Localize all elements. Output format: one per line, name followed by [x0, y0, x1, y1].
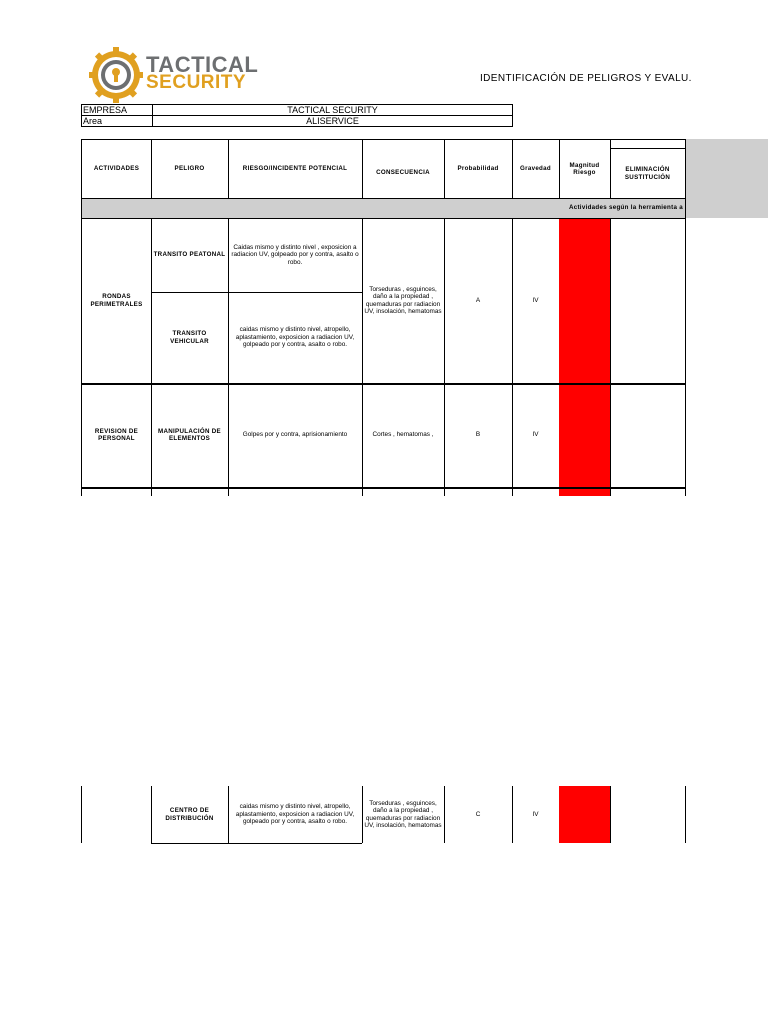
hazard-transito-vehicular: TRANSITO VEHICULAR [170, 330, 209, 345]
company-row [82, 105, 513, 116]
logo-text-security: SECURITY [146, 72, 247, 93]
grid-line [228, 139, 229, 198]
grid-line [151, 843, 362, 844]
grid-line [444, 139, 445, 198]
grid-line [81, 218, 685, 219]
area-value: ALISERVICE [153, 116, 513, 127]
keyhole-gear-icon [88, 46, 144, 104]
grid-line [81, 383, 685, 385]
probability-value: B [475, 431, 481, 439]
grid-line [151, 218, 152, 496]
grid-line [228, 786, 229, 843]
grid-line [362, 786, 363, 843]
grid-line [512, 218, 513, 496]
grid-line [362, 139, 363, 198]
hazard-manipulacion: MANIPULACIÓN DE ELEMENTOS [158, 427, 221, 442]
grid-line [610, 148, 685, 149]
overflow-header-band [685, 139, 768, 218]
grid-line [151, 292, 362, 293]
risk-magnitude-cell [559, 383, 610, 487]
consequence-text: Torseduras , esguinces, daño a la propiedad , quemaduras por radiacion UV, insolación, hematomas [364, 799, 442, 829]
risk-magnitude-cell [559, 218, 610, 383]
grid-line [228, 218, 229, 496]
grid-line [610, 218, 611, 496]
severity-value: IV [532, 296, 539, 304]
subheader-text: Actividades según la herramienta a [568, 204, 683, 212]
risk-magnitude-cell [559, 786, 610, 843]
grid-line [362, 218, 363, 496]
area-label: Area [82, 116, 153, 127]
severity-value: IV [532, 810, 539, 818]
grid-line [610, 786, 611, 843]
grid-line [559, 139, 560, 198]
probability-value: C [475, 810, 481, 818]
grid-line [444, 218, 445, 496]
header-peligro: PELIGRO [174, 165, 205, 173]
header-gravedad: Gravedad [520, 165, 551, 173]
grid-line [444, 786, 445, 843]
hazard-transito-peatonal: TRANSITO PEATONAL [153, 251, 226, 259]
header-magnitud: Magnitud Riesgo [569, 161, 600, 176]
header-probabilidad: Probabilidad [457, 165, 499, 173]
logo-text-tactical: TACTICAL [146, 52, 259, 77]
grid-line [81, 198, 685, 199]
tactical-security-logo [88, 46, 258, 104]
grid-line [512, 139, 513, 198]
risk-text: Golpes por y contra, aprisionamiento [242, 431, 348, 439]
grid-line [685, 786, 686, 843]
document-title: IDENTIFICACIÓN DE PELIGROS Y EVALU. [480, 73, 692, 84]
grid-line [685, 139, 686, 496]
risk-text: caidas mismo y distinto nivel, atropello, aplastamiento, exposicion a radiacion UV, golpeado por y contra, asalto o robo. [235, 803, 355, 826]
risk-text: caidas mismo y distinto nivel, atropello, aplastamiento, exposicion a radiacion UV, golpeado por y contra, asalto o robo. [235, 326, 355, 349]
severity-value: IV [532, 431, 539, 439]
header-actividades: ACTIVIDADES [93, 165, 140, 173]
activity-revision: REVISION DE PERSONAL [94, 427, 139, 442]
grid-line [81, 487, 685, 489]
risk-text: Caidas mismo y distinto nivel , exposicion a radiacion UV, golpeado por y contra, asalto o robo. [231, 243, 359, 266]
header-consecuencia: CONSECUENCIA [376, 169, 430, 177]
consequence-text: Cortes , hematomas , [372, 431, 434, 439]
grid-line [512, 786, 513, 843]
probability-value: A [475, 296, 481, 304]
hazard-centro-distribucion: CENTRO DE DISTRIBUCIÓN [165, 807, 214, 822]
company-value: TACTICAL SECURITY [153, 105, 513, 116]
grid-line [81, 139, 82, 496]
area-row [82, 116, 513, 127]
grid-line [151, 139, 152, 198]
company-info-table [81, 104, 513, 127]
grid-line [81, 139, 685, 140]
grid-line [610, 139, 611, 198]
header-eliminacion: ELIMINACIÓN SUSTITUCIÓN [624, 166, 671, 181]
grid-line [81, 786, 82, 843]
grid-line [151, 786, 152, 843]
activity-rondas: RONDAS PERIMETRALES [90, 293, 143, 308]
company-label: EMPRESA [82, 105, 153, 116]
header-riesgo: RIESGO/INCIDENTE POTENCIAL [242, 165, 348, 173]
consequence-text: Torseduras , esguinces, daño a la propiedad , quemaduras por radiacion UV, insolación, hematomas [364, 285, 442, 315]
